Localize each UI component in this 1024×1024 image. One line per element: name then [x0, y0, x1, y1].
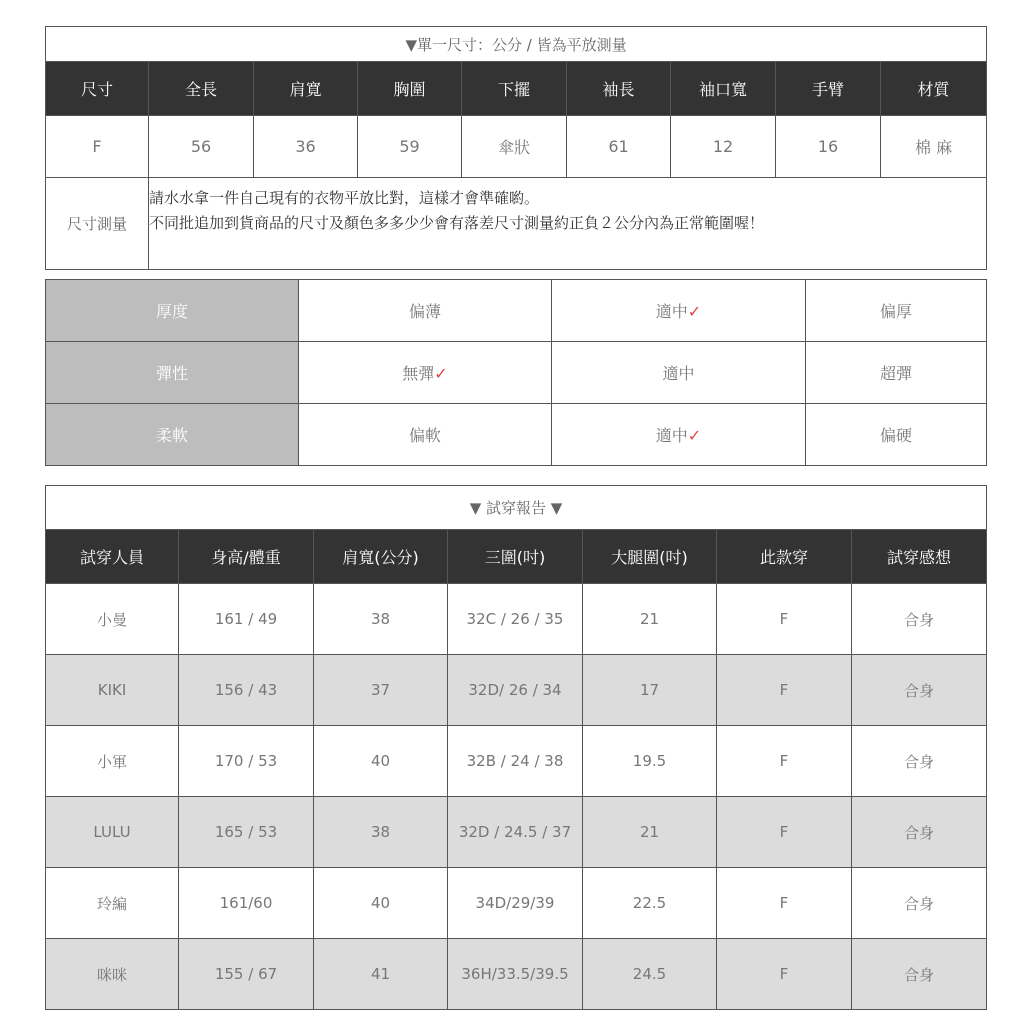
fitting-cell: 合身	[852, 939, 987, 1010]
fitting-header-cell: 肩寬(公分)	[314, 530, 448, 584]
fitting-cell: 19.5	[583, 726, 717, 797]
fitting-row	[46, 939, 987, 1010]
fabric-option-label: 偏厚	[879, 302, 912, 321]
size-header-cell: 下擺	[462, 62, 567, 116]
check-mark-icon: ✓	[434, 364, 448, 383]
fitting-report-caption: ▼ 試穿報告 ▼	[46, 486, 987, 530]
fitting-cell: F	[717, 655, 852, 726]
fitting-cell: 21	[583, 584, 717, 655]
size-table	[45, 26, 987, 270]
fitting-cell: 玲編	[46, 868, 179, 939]
fitting-cell: F	[717, 584, 852, 655]
size-table-value-row	[46, 116, 987, 178]
fitting-cell: LULU	[46, 797, 179, 868]
fitting-cell: 170 / 53	[179, 726, 314, 797]
fitting-row	[46, 655, 987, 726]
fitting-cell: F	[717, 797, 852, 868]
size-note-line-1: 請水水拿一件自己現有的衣物平放比對，這樣才會準確喲。	[149, 189, 540, 207]
size-header-cell: 尺寸	[46, 62, 149, 116]
fitting-cell: F	[717, 726, 852, 797]
size-value-cell: 棉 麻	[881, 116, 987, 178]
fitting-cell: 34D/29/39	[448, 868, 583, 939]
fitting-cell: 咪咪	[46, 939, 179, 1010]
fitting-header-cell: 身高/體重	[179, 530, 314, 584]
size-value-cell: 36	[254, 116, 358, 178]
size-note-line-2: 不同批追加到貨商品的尺寸及顏色多多少少會有落差尺寸測量約正負２公分內為正常範圍喔！	[149, 214, 765, 232]
fitting-row	[46, 797, 987, 868]
fabric-row-label: 彈性	[46, 342, 299, 404]
check-mark-icon: ✓	[687, 426, 702, 445]
fitting-cell: 37	[314, 655, 448, 726]
fabric-option-cell	[806, 404, 987, 466]
size-header-cell: 手臂	[776, 62, 881, 116]
fabric-option-label: 適中	[662, 364, 695, 383]
fitting-cell: 161/60	[179, 868, 314, 939]
fitting-cell: F	[717, 939, 852, 1010]
fitting-cell: 165 / 53	[179, 797, 314, 868]
fitting-row	[46, 584, 987, 655]
fitting-cell: 40	[314, 868, 448, 939]
fabric-option-cell	[552, 280, 806, 342]
fitting-cell: 17	[583, 655, 717, 726]
fitting-cell: 合身	[852, 655, 987, 726]
fitting-cell: 小曼	[46, 584, 179, 655]
fitting-cell: 22.5	[583, 868, 717, 939]
check-mark-icon: ✓	[687, 302, 702, 321]
fabric-option-cell	[552, 342, 806, 404]
size-header-cell: 肩寬	[254, 62, 358, 116]
fitting-cell: 21	[583, 797, 717, 868]
size-note-row	[46, 178, 987, 270]
fitting-cell: F	[717, 868, 852, 939]
fitting-cell: 合身	[852, 868, 987, 939]
fitting-cell: 合身	[852, 726, 987, 797]
fitting-header-cell: 此款穿	[717, 530, 852, 584]
fitting-cell: 161 / 49	[179, 584, 314, 655]
fitting-cell: 41	[314, 939, 448, 1010]
fitting-cell: 36H/33.5/39.5	[448, 939, 583, 1010]
fabric-table	[45, 279, 987, 466]
size-table-caption: ▼單一尺寸：公分 / 皆為平放測量	[46, 27, 987, 62]
size-value-cell: 61	[567, 116, 671, 178]
fabric-row-label: 柔軟	[46, 404, 299, 466]
fitting-cell: 小軍	[46, 726, 179, 797]
fitting-header-cell: 大腿圍(吋)	[583, 530, 717, 584]
fabric-option-label: 適中	[655, 426, 688, 445]
fitting-report-table	[45, 485, 987, 1010]
fabric-option-label: 偏軟	[408, 426, 441, 445]
fitting-cell: 40	[314, 726, 448, 797]
size-header-cell: 胸圍	[358, 62, 462, 116]
fabric-option-label: 偏硬	[879, 426, 912, 445]
fabric-option-label: 無彈	[402, 364, 435, 383]
size-note-label: 尺寸測量	[46, 178, 149, 270]
fitting-header-cell: 三圍(吋)	[448, 530, 583, 584]
fabric-option-cell	[299, 404, 552, 466]
fabric-option-cell	[806, 280, 987, 342]
size-value-cell: 59	[358, 116, 462, 178]
fitting-cell: 32C / 26 / 35	[448, 584, 583, 655]
fitting-cell: KIKI	[46, 655, 179, 726]
fabric-row	[46, 404, 987, 466]
fitting-cell: 24.5	[583, 939, 717, 1010]
fitting-row	[46, 868, 987, 939]
fitting-cell: 合身	[852, 797, 987, 868]
fitting-header-row	[46, 530, 987, 584]
fabric-option-cell	[299, 342, 552, 404]
size-value-cell: 12	[671, 116, 776, 178]
size-header-cell: 袖長	[567, 62, 671, 116]
fitting-cell: 32D/ 26 / 34	[448, 655, 583, 726]
size-header-cell: 全長	[149, 62, 254, 116]
fabric-option-label: 適中	[655, 302, 688, 321]
fitting-header-cell: 試穿感想	[852, 530, 987, 584]
fabric-option-label: 偏薄	[408, 302, 441, 321]
fabric-option-label: 超彈	[879, 364, 912, 383]
fabric-row-label: 厚度	[46, 280, 299, 342]
fitting-cell: 合身	[852, 584, 987, 655]
fitting-row	[46, 726, 987, 797]
fabric-option-cell	[299, 280, 552, 342]
fitting-cell: 32B / 24 / 38	[448, 726, 583, 797]
fabric-row	[46, 280, 987, 342]
size-value-cell: 傘狀	[462, 116, 567, 178]
fabric-option-cell	[806, 342, 987, 404]
fitting-cell: 156 / 43	[179, 655, 314, 726]
size-value-cell: 56	[149, 116, 254, 178]
size-value-cell: F	[46, 116, 149, 178]
fabric-option-cell	[552, 404, 806, 466]
fitting-header-cell: 試穿人員	[46, 530, 179, 584]
fitting-cell: 155 / 67	[179, 939, 314, 1010]
size-value-cell: 16	[776, 116, 881, 178]
size-header-cell: 袖口寬	[671, 62, 776, 116]
size-header-cell: 材質	[881, 62, 987, 116]
fitting-cell: 38	[314, 797, 448, 868]
fitting-cell: 32D / 24.5 / 37	[448, 797, 583, 868]
size-note-text	[149, 178, 987, 270]
fitting-cell: 38	[314, 584, 448, 655]
size-table-header-row	[46, 62, 987, 116]
fabric-row	[46, 342, 987, 404]
